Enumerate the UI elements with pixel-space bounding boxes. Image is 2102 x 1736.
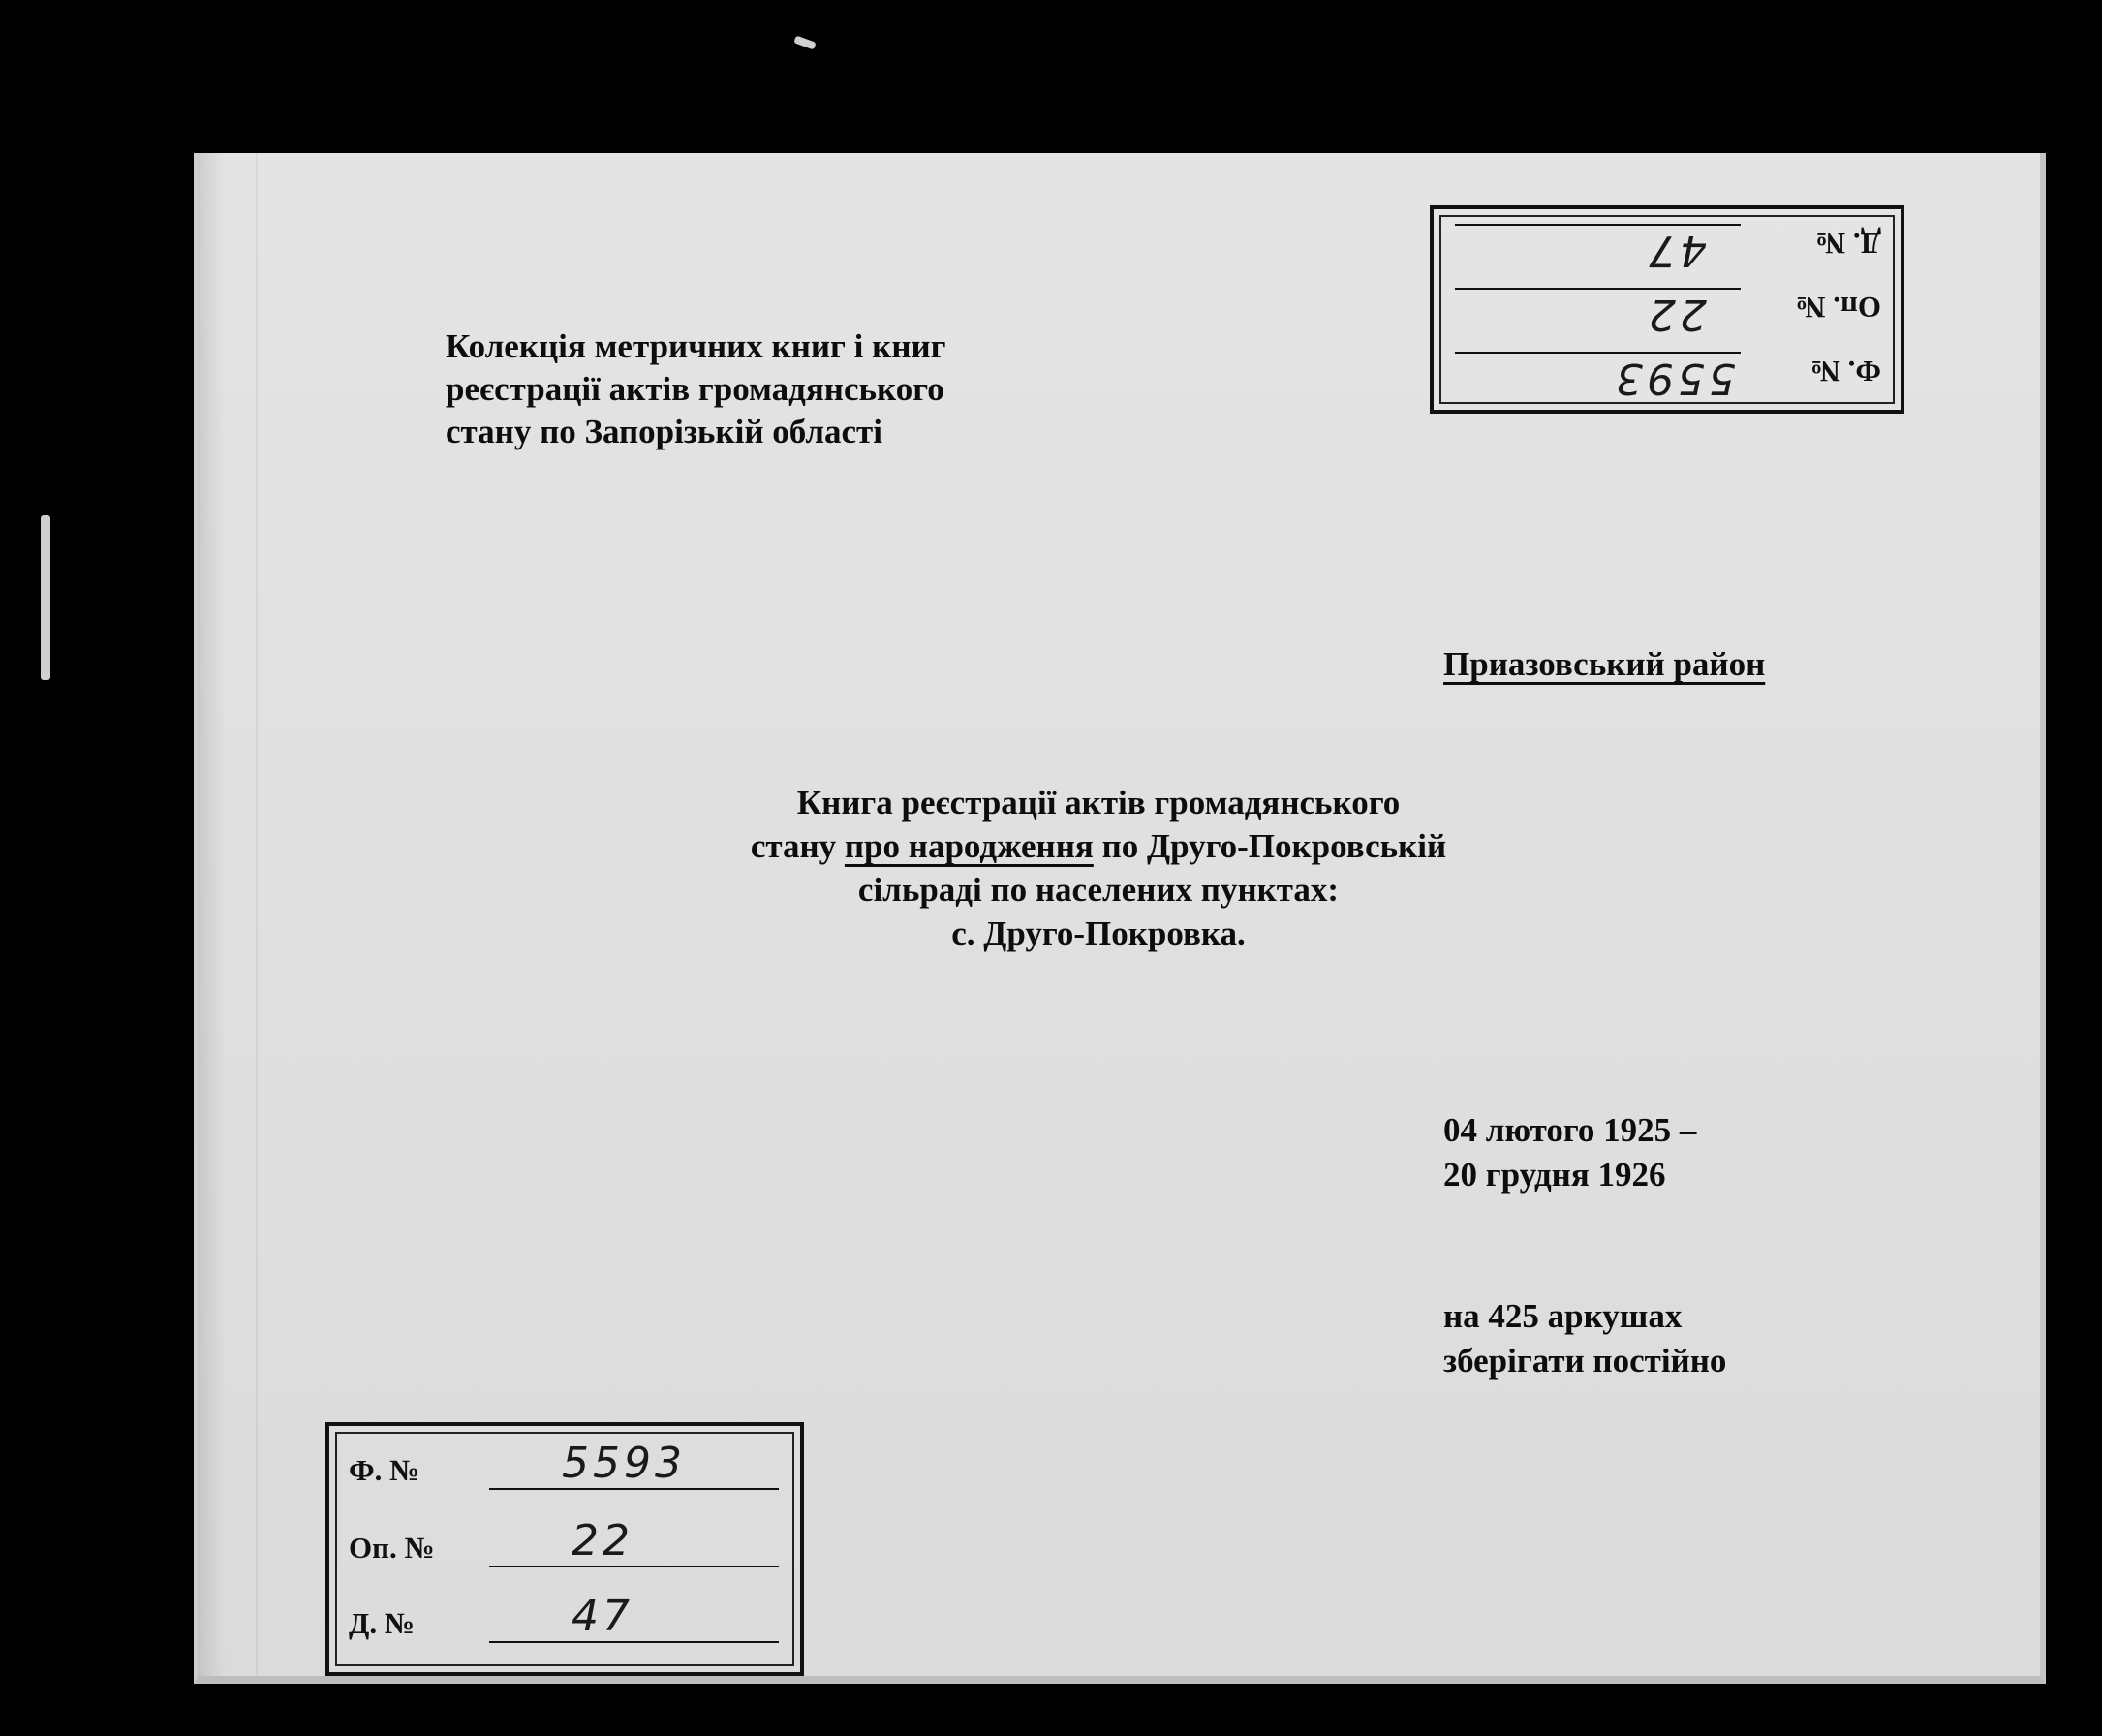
stamp-row-sprava (349, 1591, 779, 1649)
sprava-label: Д. № (349, 1606, 415, 1640)
scanner-corner-mark (793, 35, 816, 49)
opys-value: 22 (572, 1516, 634, 1566)
stamp-row-fond (1455, 346, 1881, 404)
sprava-value: 47 (572, 1592, 634, 1641)
fond-value: 5593 (562, 1439, 686, 1488)
fond-line (489, 1488, 779, 1490)
opys-label: Оп. № (1795, 291, 1881, 325)
opys-label: Оп. № (349, 1531, 435, 1565)
stamp-row-sprava (1455, 218, 1881, 276)
fond-label: Ф. № (1809, 355, 1881, 388)
collection-title-line: Колекція метричних книг і книг (446, 327, 946, 365)
collection-title (446, 326, 946, 453)
archive-stamp (325, 1422, 804, 1676)
opys-line (1455, 288, 1741, 290)
district-name: Приазовський район (1443, 645, 1766, 683)
book-title-line: сільраді по населених пунктах: (857, 871, 1340, 909)
opys-line (489, 1566, 779, 1567)
book-title-prefix: стану (750, 827, 845, 865)
stamp-rotator (1434, 209, 1901, 410)
collection-title-line: реєстрації актів громадянського (446, 370, 944, 408)
opys-value: 22 (1645, 290, 1707, 339)
extent-info (1443, 1294, 1726, 1383)
book-title (634, 781, 1563, 955)
book-title-line: с. Друго-Покровка. (951, 914, 1246, 952)
sprava-line (489, 1641, 779, 1643)
book-title-line: Книга реєстрації актів громадянського (796, 784, 1401, 822)
fond-line (1455, 352, 1741, 354)
archive-stamp-upside-down (1430, 205, 1904, 414)
stamp-row-fond (349, 1438, 779, 1496)
book-title-underlined: про народження (844, 827, 1094, 865)
date-start: 04 лютого 1925 – (1443, 1111, 1697, 1149)
sheet-count: на 425 аркушах (1443, 1297, 1683, 1335)
stamp-row-opys (1455, 282, 1881, 340)
scanner-edge-mark (41, 515, 50, 680)
retention-note: зберігати постійно (1443, 1342, 1727, 1380)
fond-label: Ф. № (349, 1453, 420, 1487)
paper-fold-line (256, 153, 258, 1676)
book-title-line (634, 824, 1563, 868)
book-title-suffix: по Друго-Покровській (1093, 827, 1447, 865)
date-range (1443, 1108, 1696, 1197)
date-end: 20 грудня 1926 (1443, 1156, 1666, 1194)
sprava-line (1455, 224, 1741, 226)
sprava-label: Д. № (1815, 227, 1881, 261)
fond-value: 5593 (1612, 354, 1736, 403)
paper-edge-shadow (198, 153, 225, 1676)
sprava-value: 47 (1645, 226, 1707, 275)
stamp-row-opys (349, 1515, 779, 1573)
collection-title-line: стану по Запорізькій області (446, 413, 882, 450)
